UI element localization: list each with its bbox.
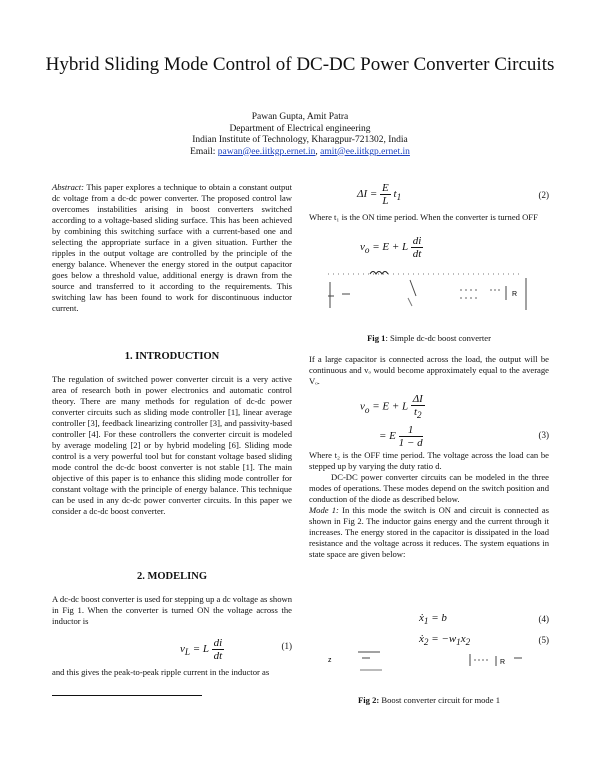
- paper-title: Hybrid Sliding Mode Control of DC-DC Power Converter Circuits: [45, 54, 555, 75]
- email-link-amit[interactable]: amit@ee.iitkgp.ernet.in: [320, 146, 410, 157]
- department: Department of Electrical engineering: [229, 123, 371, 134]
- equation-3b: = E $\frac{1}{1 - d}$ (3): [379, 424, 549, 449]
- email-line: [0, 147, 600, 159]
- equation-number: (1): [281, 641, 292, 651]
- figure-2-label-z: z: [328, 657, 332, 664]
- modeling-paragraph-2: and this gives the peak-to-peak ripple current in the inductor as: [52, 667, 270, 677]
- equation-number: (3): [538, 430, 549, 440]
- t2-text: Where t₂ is the OFF time period. The voltage across the load can be stepped up by varying the duty ratio d. DC-DC power converter circuits can be modeled in the three modes of operations. These modes depend on the switch position and conduction of the diode as described below. Mode 1: In this mode the switch is ON and circuit is connected as shown in Fig 2. The inductor gains energy and the current through it increases. The energy stored in the capacitor is dissipated in the load resistance and the voltage across it reduces. The system equations in state space are given below:: [309, 450, 549, 559]
- equation-3a: $v_o = E + L$ $\frac{\Delta I}{t_2}$: [360, 393, 423, 421]
- modeling-text-1: [52, 594, 292, 627]
- introduction-text: [52, 374, 292, 517]
- modeling-text-2: [52, 667, 292, 678]
- email-separator: ,: [315, 146, 318, 157]
- abstract-text: This paper explores a technique to obtain a constant output dc voltage from a dc-dc power converter. The proposed control law overcomes instabilities arising in boost converters switched according to a voltage-based sliding surface. This has been achieved by combining this switching surface with a current-based one and selecting the appropriate surface in a given situation. Further the ripples in the output voltage are controlled by the principle of the energy balance. Whenever the energy stored in the output capacitor goes below a threshold value, additional energy is drawn from the source and transferred to it according to the requirements. This switching law has been found to work for discontinuous inductor current.: [52, 182, 292, 313]
- capacitor-text: If a large capacitor is connected across the load, the output will be continuous and vₒ would become approximately equal to the average Vₒ.: [309, 354, 549, 386]
- abstract-label: Abstract:: [52, 182, 84, 192]
- email-link-pawan[interactable]: pawan@ee.iitkgp.ernet.in: [217, 146, 316, 157]
- figure-1-circuit: [320, 268, 550, 318]
- figure-1-caption: Fig 1: Simple dc-dc boost converter: [367, 333, 491, 343]
- introduction-paragraph: The regulation of switched power converter circuit is a very active area of research both in power electronics and automatic control theory. There are many methods for regulation of dc-dc power converter circuits such as sliding mode controller [1], linear average controller [3], feedback linearizing controller [3], and passivity-based controller [4]. For these controllers the converter circuit is modeled by average modeling [2] or by hybrid modeling [6]. Sliding mode control is a very powerful tool but for constant voltage based sliding mode control the dc-dc boost converter is not stable [1]. The main objective of this paper is to enhance this sliding mode controller for constant voltage with the principle of energy balance. This technique can be used in any dc-dc power converter circuits. In this paper we consider a dc-dc boost converter.: [52, 374, 292, 516]
- equation-5: ẋ$_2$ = $-w_1x_2$ (5): [419, 633, 549, 648]
- equation-4: ẋ$_1$ = b (4): [419, 612, 549, 627]
- footnote-rule: [52, 695, 202, 696]
- figure-2-caption: Fig 2: Boost converter circuit for mode 1: [357, 695, 500, 705]
- author-block: [0, 112, 600, 158]
- figure-1-label-r: R: [512, 291, 518, 298]
- institute: Indian Institute of Technology, Kharagpur-721302, India: [192, 135, 408, 145]
- email-label: Email:: [190, 146, 216, 157]
- equation-1: $v_L = L$ $\frac{di}{dt}$ (1): [180, 637, 292, 662]
- figure-2-label-r: R: [500, 659, 506, 666]
- section-heading-modeling: 2. MODELING: [136, 571, 207, 582]
- equation-number: (5): [538, 635, 549, 645]
- equation-number: (2): [538, 190, 549, 200]
- switch-symbol: [410, 280, 416, 296]
- equation-2: ΔI = $\frac{E}{L}$ $t_1$ (2): [357, 182, 549, 207]
- equation-number: (4): [538, 614, 549, 624]
- section-heading-introduction: 1. INTRODUCTION: [124, 351, 220, 362]
- t1-text: Where t₁ is the ON time period. When the converter is turned OFF: [309, 212, 538, 222]
- authors: Pawan Gupta, Amit Patra: [251, 112, 349, 122]
- equation-off: $v_o = E + L$ $\frac{di}{dt}$: [360, 235, 422, 260]
- figure-2-circuit: [320, 648, 550, 688]
- modeling-paragraph-1: A dc-dc boost converter is used for stepping up a dc voltage as shown in Fig 1. When the converter is turned ON the voltage across the inductor is: [52, 594, 292, 626]
- abstract: [52, 182, 292, 314]
